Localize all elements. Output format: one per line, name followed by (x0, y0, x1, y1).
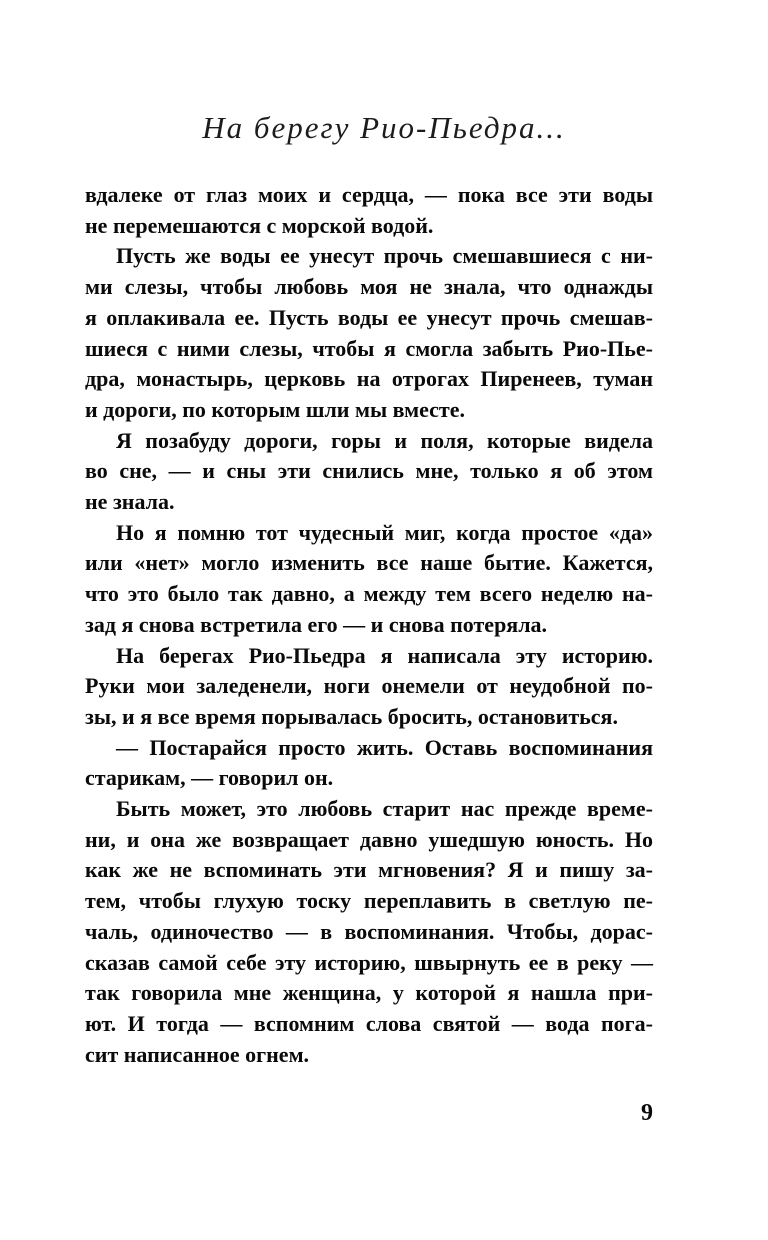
paragraph (85, 241, 653, 425)
text-line: что это было так давно, а между тем всего неделю на- (85, 581, 653, 607)
paragraph (85, 794, 653, 1070)
text-line: зы, и я все время порывалась бросить, остановиться. (85, 703, 618, 729)
text-line: Быть может, это любовь старит нас прежде време- (116, 796, 653, 822)
text-line: я оплакивала ее. Пусть воды ее унесут прочь смешав- (85, 304, 653, 330)
text-line: или «нет» могло изменить все наше бытие. Кажется, (85, 550, 653, 576)
paragraph (85, 426, 653, 518)
text-line: так говорила мне женщина, у которой я нашла при- (85, 980, 653, 1006)
text-line: дра, монастырь, церковь на отрогах Пиренеев, туман (85, 366, 653, 392)
text-line: Руки мои заледенели, ноги онемели от неудобной по- (85, 673, 653, 699)
page-number: 9 (641, 1100, 653, 1126)
text-line: — Постарайся просто жить. Оставь воспоминания (116, 734, 653, 760)
text-line: тем, чтобы глухую тоску переплавить в светлую пе- (85, 888, 653, 914)
text-line: Но я помню тот чудесный миг, когда простое «да» (116, 519, 653, 545)
text-line: и дороги, по которым шли мы вместе. (85, 396, 466, 422)
text-line: чаль, одиночество — в воспоминания. Чтобы, дорас- (85, 918, 653, 944)
text-block (85, 180, 653, 1070)
text-line: шиеся с ними слезы, чтобы я смогла забыть Рио-Пье- (85, 335, 653, 361)
text-line: Я позабуду дороги, горы и поля, которые видела (116, 427, 653, 453)
text-line: сит написанное огнем. (85, 1041, 310, 1067)
paragraph (85, 733, 653, 794)
running-head: На берегу Рио-Пьедра... (202, 110, 566, 145)
text-line: не перемешаются с морской водой. (85, 212, 434, 238)
text-line: ни, и она же возвращает давно ушедшую юность. Но (85, 826, 653, 852)
text-line: вдалеке от глаз моих и сердца, — пока все эти воды (85, 182, 653, 207)
text-line: сказав самой себе эту историю, швырнуть ее в реку — (85, 949, 653, 975)
paragraph (85, 641, 653, 733)
text-line: старикам, — говорил он. (85, 765, 334, 791)
text-line: зад я снова встретила его — и снова потеряла. (85, 611, 548, 637)
paragraph (85, 180, 653, 241)
text-line: На берегах Рио-Пьедра я написала эту историю. (116, 642, 653, 668)
text-line: не знала. (85, 489, 175, 515)
text-line: как же не вспоминать эти мгновения? Я и пишу за- (85, 857, 653, 883)
text-line: во сне, — и сны эти снились мне, только я об этом (85, 458, 653, 484)
text-line: ми слезы, чтобы любовь моя не знала, что однажды (85, 274, 653, 300)
text-line: Пусть же воды ее унесут прочь смешавшиеся с ни- (116, 243, 653, 269)
paragraph (85, 518, 653, 641)
text-line: ют. И тогда — вспомним слова святой — вода пога- (85, 1010, 653, 1036)
